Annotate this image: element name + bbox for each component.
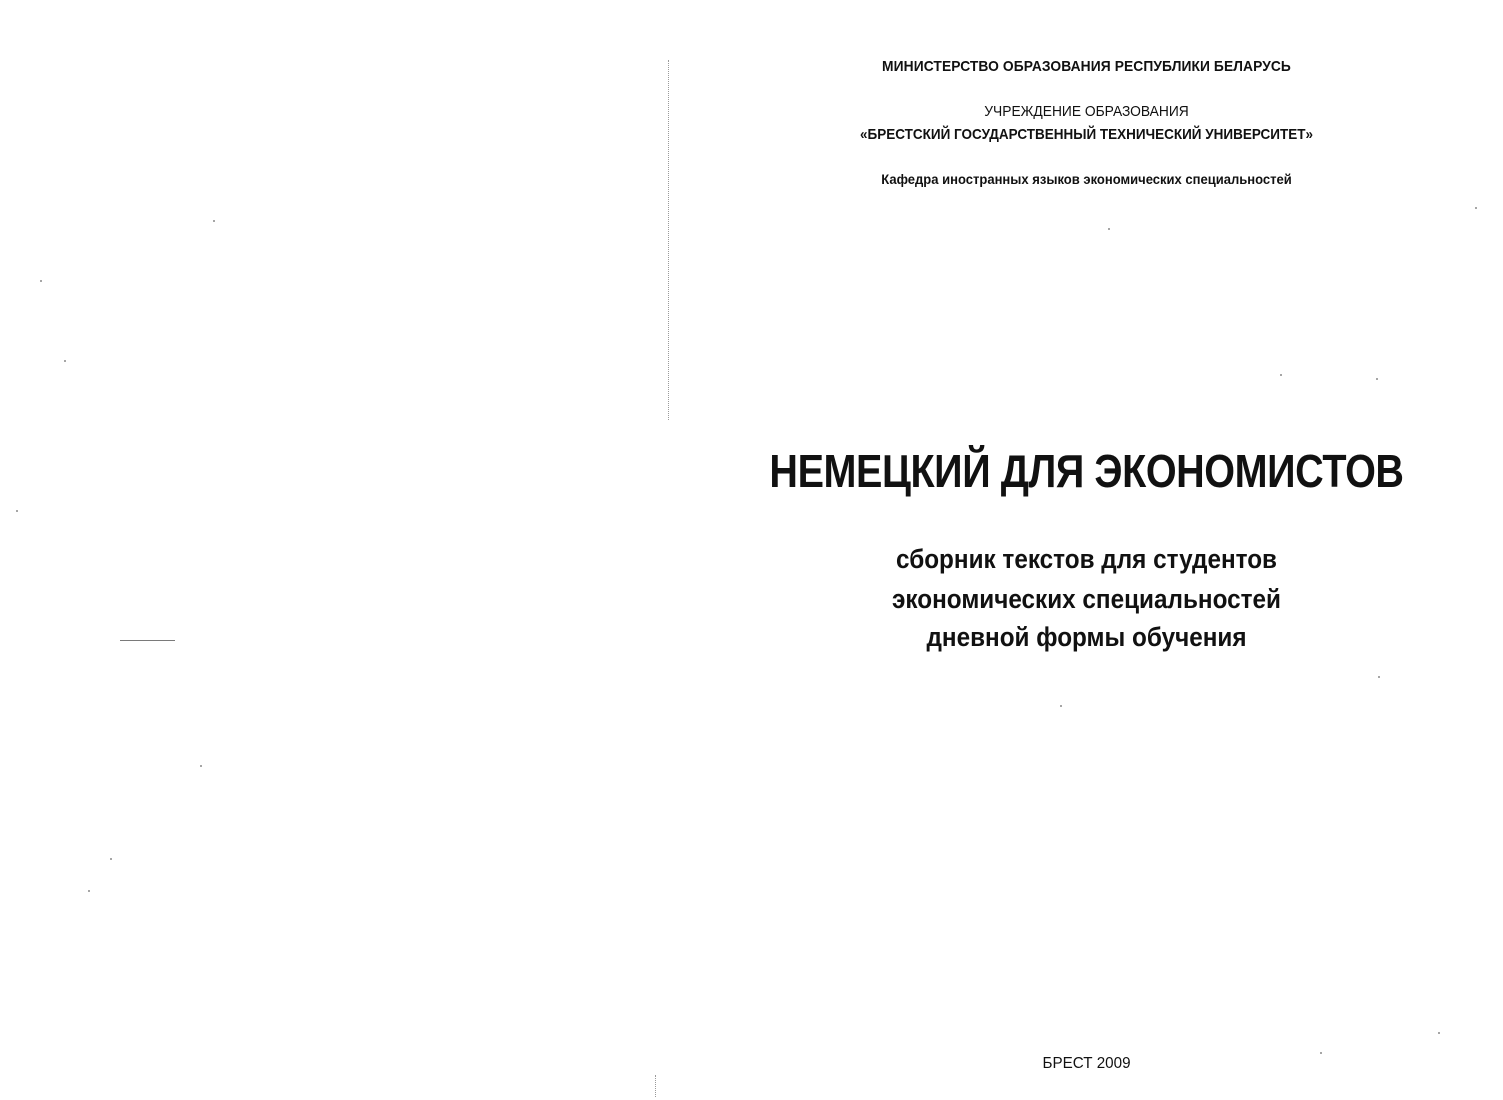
scan-speck bbox=[200, 765, 202, 767]
scan-speck bbox=[16, 510, 18, 512]
page-fold-line bbox=[668, 60, 669, 420]
blank-left-page bbox=[0, 0, 670, 1100]
scan-speck bbox=[110, 858, 112, 860]
subtitle-line: экономических специальностей bbox=[892, 584, 1281, 614]
scan-speck bbox=[1475, 207, 1477, 209]
scan-mark bbox=[120, 640, 175, 641]
subtitle-line: дневной формы обучения bbox=[926, 622, 1247, 652]
scan-speck bbox=[1378, 676, 1380, 678]
title-page bbox=[670, 0, 1503, 1100]
scan-speck bbox=[64, 360, 66, 362]
book-title: НЕМЕЦКИЙ ДЛЯ ЭКОНОМИСТОВ bbox=[769, 445, 1404, 497]
ministry-heading: МИНИСТЕРСТВО ОБРАЗОВАНИЯ РЕСПУБЛИКИ БЕЛАРУСЬ bbox=[882, 58, 1291, 75]
scan-speck bbox=[213, 220, 215, 222]
place-and-year: БРЕСТ 2009 bbox=[1042, 1055, 1131, 1072]
scan-speck bbox=[1438, 1032, 1440, 1034]
institution-label: УЧРЕЖДЕНИЕ ОБРАЗОВАНИЯ bbox=[984, 103, 1189, 120]
department-name: Кафедра иностранных языков экономических специальностей bbox=[881, 171, 1292, 187]
institution-name: «БРЕСТСКИЙ ГОСУДАРСТВЕННЫЙ ТЕХНИЧЕСКИЙ УНИВЕРСИТЕТ» bbox=[860, 126, 1313, 143]
scan-speck bbox=[1320, 1052, 1322, 1054]
scan-speck bbox=[1280, 374, 1282, 376]
scan-speck bbox=[1376, 378, 1378, 380]
page-fold-line-bottom bbox=[655, 1075, 656, 1097]
scan-speck bbox=[1108, 228, 1110, 230]
scan-speck bbox=[40, 280, 42, 282]
subtitle-line: сборник текстов для студентов bbox=[895, 544, 1278, 574]
scan-speck bbox=[1060, 705, 1062, 707]
scan-speck bbox=[88, 890, 90, 892]
